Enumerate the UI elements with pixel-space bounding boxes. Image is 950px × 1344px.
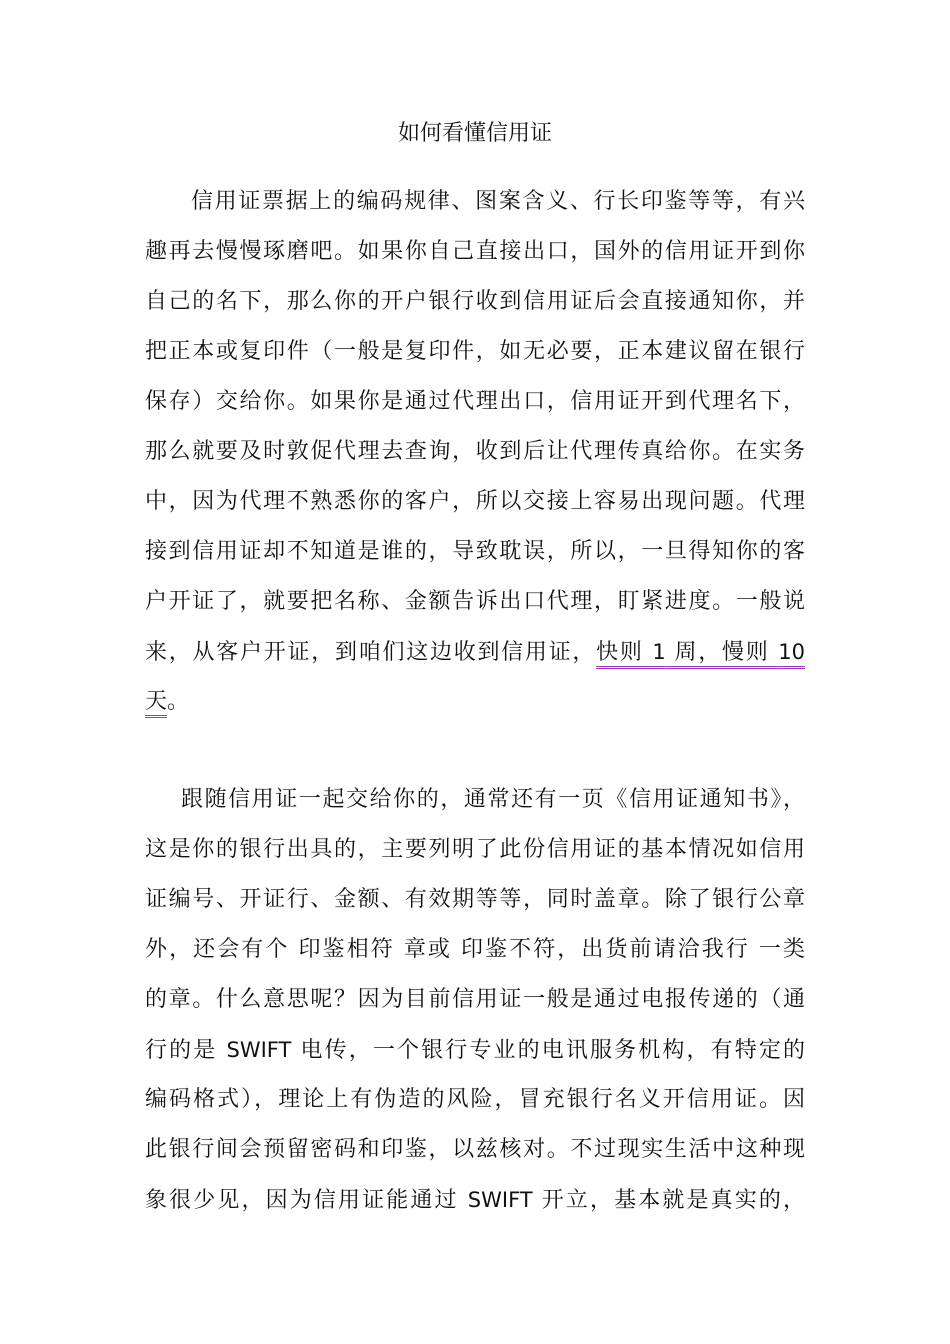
line-text: 来，从客户开证，到咱们这边收到信用证， [145, 640, 597, 665]
paragraph-line: 趣再去慢慢琢磨吧。如果你自己直接出口，国外的信用证开到你 [145, 239, 805, 264]
paragraph-line: 中，因为代理不熟悉你的客户，所以交接上容易出现问题。代理 [145, 489, 805, 514]
paragraph-line [145, 686, 805, 736]
paragraph-2 [145, 784, 805, 1234]
marked-text-part: 周，慢则 [665, 640, 779, 665]
line-text: 象很少见，因为信用证能通过 [145, 1188, 468, 1213]
paragraph-line: 外，还会有个 印鉴相符 章或 印鉴不符，出货前请洽我行 一类 [145, 937, 805, 962]
paragraph-1 [145, 186, 805, 736]
line-latin-text: SWIFT [226, 1038, 292, 1062]
marked-number: 10 [778, 640, 805, 664]
paragraph-line: 把正本或复印件（一般是复印件，如无必要，正本建议留在银行 [145, 339, 805, 364]
paragraph-line: 自己的名下，那么你的开户银行收到信用证后会直接通知你，并 [145, 289, 805, 314]
marked-text-part: 快则 [596, 640, 653, 665]
marked-text: 天 [145, 689, 168, 714]
paragraph-line: 户开证了，就要把名称、金额告诉出口代理，盯紧进度。一般说 [145, 589, 805, 614]
line-text: 开立，基本就是真实的， [532, 1188, 805, 1213]
paragraph-line [145, 1034, 805, 1084]
paragraph-line [145, 636, 805, 686]
paragraph-line: 那么就要及时敦促代理去查询，收到后让代理传真给你。在实务 [145, 439, 805, 464]
paragraph-line: 接到信用证却不知道是谁的，导致耽误，所以，一旦得知你的客 [145, 539, 805, 564]
paragraph-line: 信用证票据上的编码规律、图案含义、行长印鉴等等，有兴 [191, 189, 805, 214]
paragraph-line: 此银行间会预留密码和印鉴，以兹核对。不过现实生活中这种现 [145, 1137, 805, 1162]
paragraph-line: 保存）交给你。如果你是通过代理出口，信用证开到代理名下， [145, 389, 805, 414]
paragraph-line: 这是你的银行出具的，主要列明了此份信用证的基本情况如信用 [145, 837, 805, 862]
line-text: 。 [167, 689, 190, 714]
paragraph-line: 证编号、开证行、金额、有效期等等，同时盖章。除了银行公章 [145, 887, 805, 912]
paragraph-line: 的章。什么意思呢？因为目前信用证一般是通过电报传递的（通 [145, 987, 805, 1012]
line-text: 电传，一个银行专业的电讯服务机构，有特定的 [291, 1038, 806, 1063]
paragraph-line [145, 1184, 805, 1234]
line-text: 行的是 [145, 1038, 227, 1063]
marked-text [596, 640, 805, 665]
paragraph-line: 编码格式），理论上有伪造的风险，冒充银行名义开信用证。因 [145, 1087, 805, 1112]
document-title: 如何看懂信用证 [397, 121, 552, 146]
marked-number: 1 [652, 640, 666, 664]
line-latin-text: SWIFT [467, 1188, 533, 1212]
paragraph-line: 跟随信用证一起交给你的，通常还有一页《信用证通知书》， [181, 787, 805, 812]
